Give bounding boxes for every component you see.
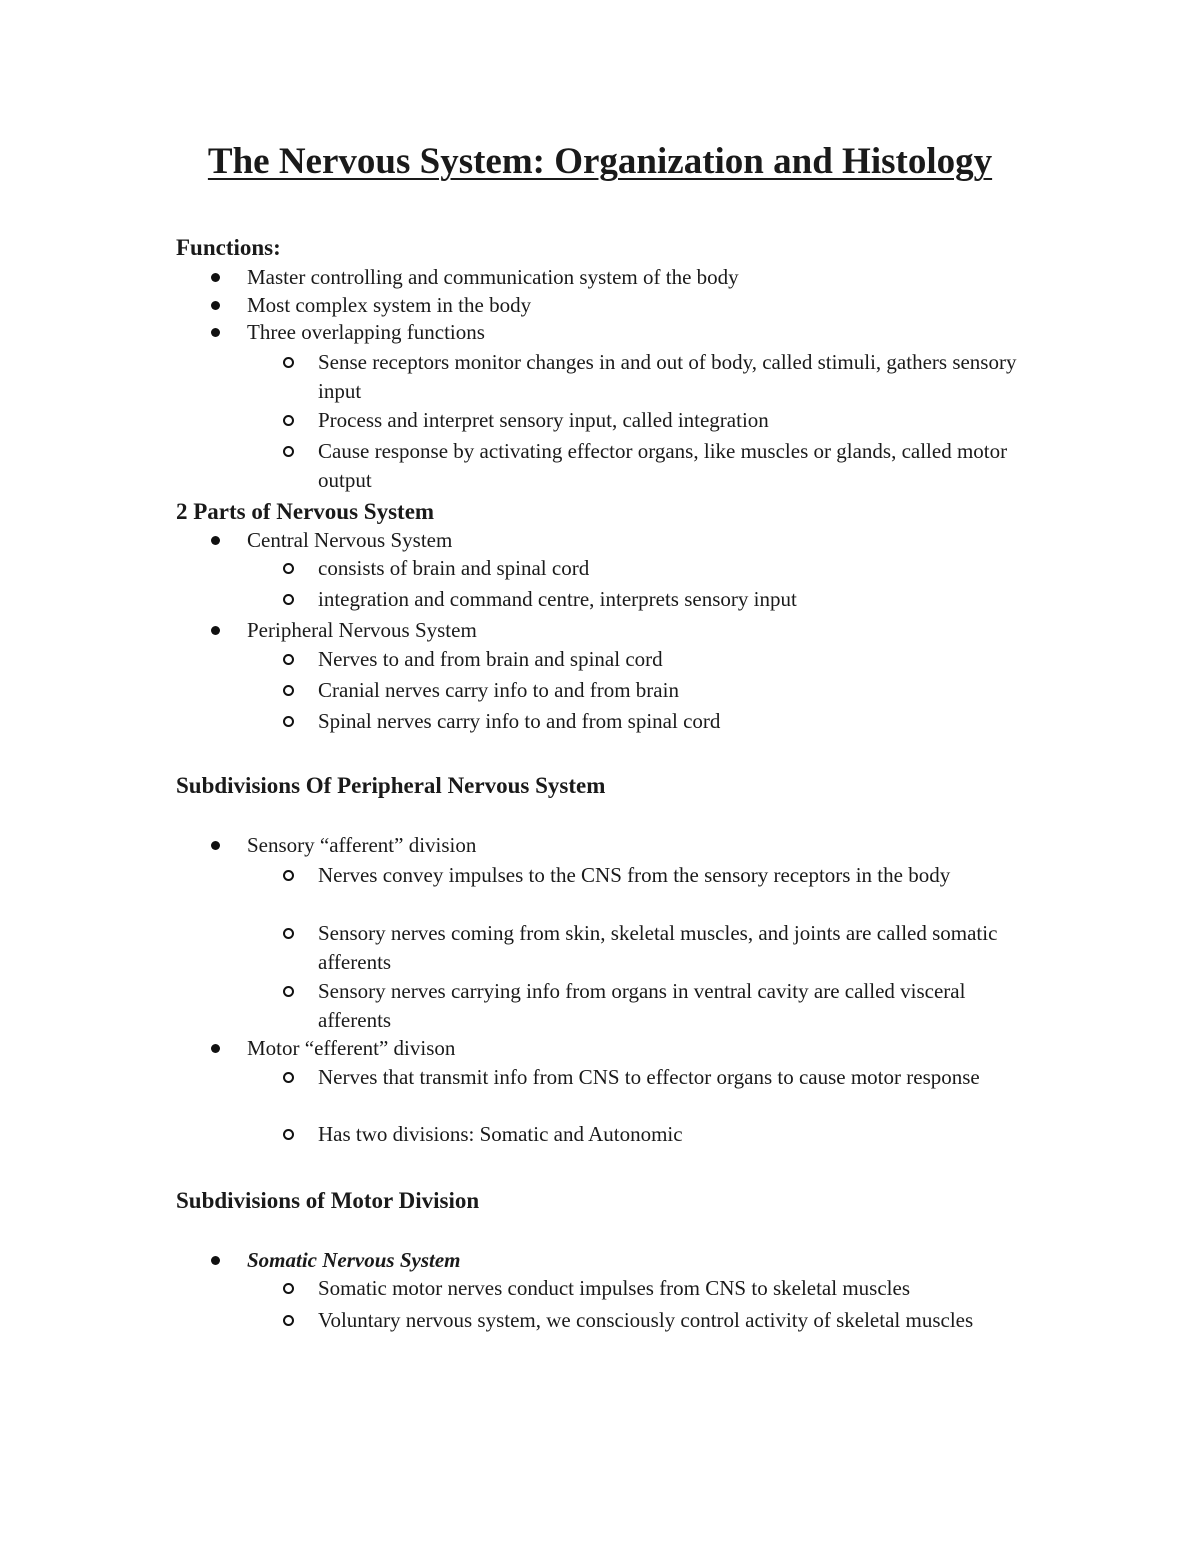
sub-list-item: Nerves to and from brain and spinal cord xyxy=(318,645,1038,674)
hollow-bullet-icon xyxy=(283,928,294,939)
hollow-bullet-icon xyxy=(283,415,294,426)
hollow-bullet-icon xyxy=(283,1129,294,1140)
heading-parts: 2 Parts of Nervous System xyxy=(176,499,435,524)
sub-list-item: Spinal nerves carry info to and from spinal cord xyxy=(318,707,1038,736)
bullet-icon xyxy=(211,841,220,850)
bullet-icon xyxy=(211,1256,220,1265)
hollow-bullet-icon xyxy=(283,1315,294,1326)
bullet-icon xyxy=(211,328,220,337)
sub-list-item: Somatic motor nerves conduct impulses from CNS to skeletal muscles xyxy=(318,1274,1038,1303)
hollow-bullet-icon xyxy=(283,563,294,574)
list-item: Sensory “afferent” division xyxy=(247,831,476,860)
sub-list-item: Nerves convey impulses to the CNS from the sensory receptors in the body xyxy=(318,861,1038,890)
sub-list-item: consists of brain and spinal cord xyxy=(318,554,1038,583)
hollow-bullet-icon xyxy=(283,1283,294,1294)
list-item: Motor “efferent” divison xyxy=(247,1034,455,1063)
list-item: Central Nervous System xyxy=(247,526,452,555)
sub-list-item: Sensory nerves coming from skin, skeletal muscles, and joints are called somatic afferents xyxy=(318,919,1038,977)
sub-list-item: Nerves that transmit info from CNS to effector organs to cause motor response xyxy=(318,1063,1038,1092)
document-title: The Nervous System: Organization and Histology xyxy=(207,141,993,182)
hollow-bullet-icon xyxy=(283,870,294,881)
list-item: Peripheral Nervous System xyxy=(247,616,477,645)
sub-list-item: Voluntary nervous system, we consciously control activity of skeletal muscles xyxy=(318,1306,1038,1335)
hollow-bullet-icon xyxy=(283,357,294,368)
sub-list-item: Has two divisions: Somatic and Autonomic xyxy=(318,1120,1038,1149)
hollow-bullet-icon xyxy=(283,685,294,696)
list-item: Three overlapping functions xyxy=(247,318,485,347)
list-item: Somatic Nervous System xyxy=(247,1246,461,1275)
sub-list-item: Process and interpret sensory input, called integration xyxy=(318,406,1038,435)
hollow-bullet-icon xyxy=(283,654,294,665)
sub-list-item: integration and command centre, interprets sensory input xyxy=(318,585,1038,614)
bullet-icon xyxy=(211,626,220,635)
sub-list-item: Cranial nerves carry info to and from brain xyxy=(318,676,1038,705)
heading-pns-subdivisions: Subdivisions Of Peripheral Nervous System xyxy=(176,773,606,798)
hollow-bullet-icon xyxy=(283,1072,294,1083)
sub-list-item: Cause response by activating effector organs, like muscles or glands, called motor output xyxy=(318,437,1038,495)
list-item: Master controlling and communication system of the body xyxy=(247,263,739,292)
bullet-icon xyxy=(211,301,220,310)
sub-list-item: Sense receptors monitor changes in and out of body, called stimuli, gathers sensory input xyxy=(318,348,1038,406)
bullet-icon xyxy=(211,536,220,545)
bullet-icon xyxy=(211,1044,220,1053)
hollow-bullet-icon xyxy=(283,594,294,605)
hollow-bullet-icon xyxy=(283,986,294,997)
sub-list-item: Sensory nerves carrying info from organs in ventral cavity are called visceral afferents xyxy=(318,977,1038,1035)
heading-functions: Functions: xyxy=(176,235,281,260)
list-item: Most complex system in the body xyxy=(247,291,531,320)
heading-motor-subdivisions: Subdivisions of Motor Division xyxy=(176,1188,480,1213)
hollow-bullet-icon xyxy=(283,716,294,727)
bullet-icon xyxy=(211,273,220,282)
hollow-bullet-icon xyxy=(283,446,294,457)
